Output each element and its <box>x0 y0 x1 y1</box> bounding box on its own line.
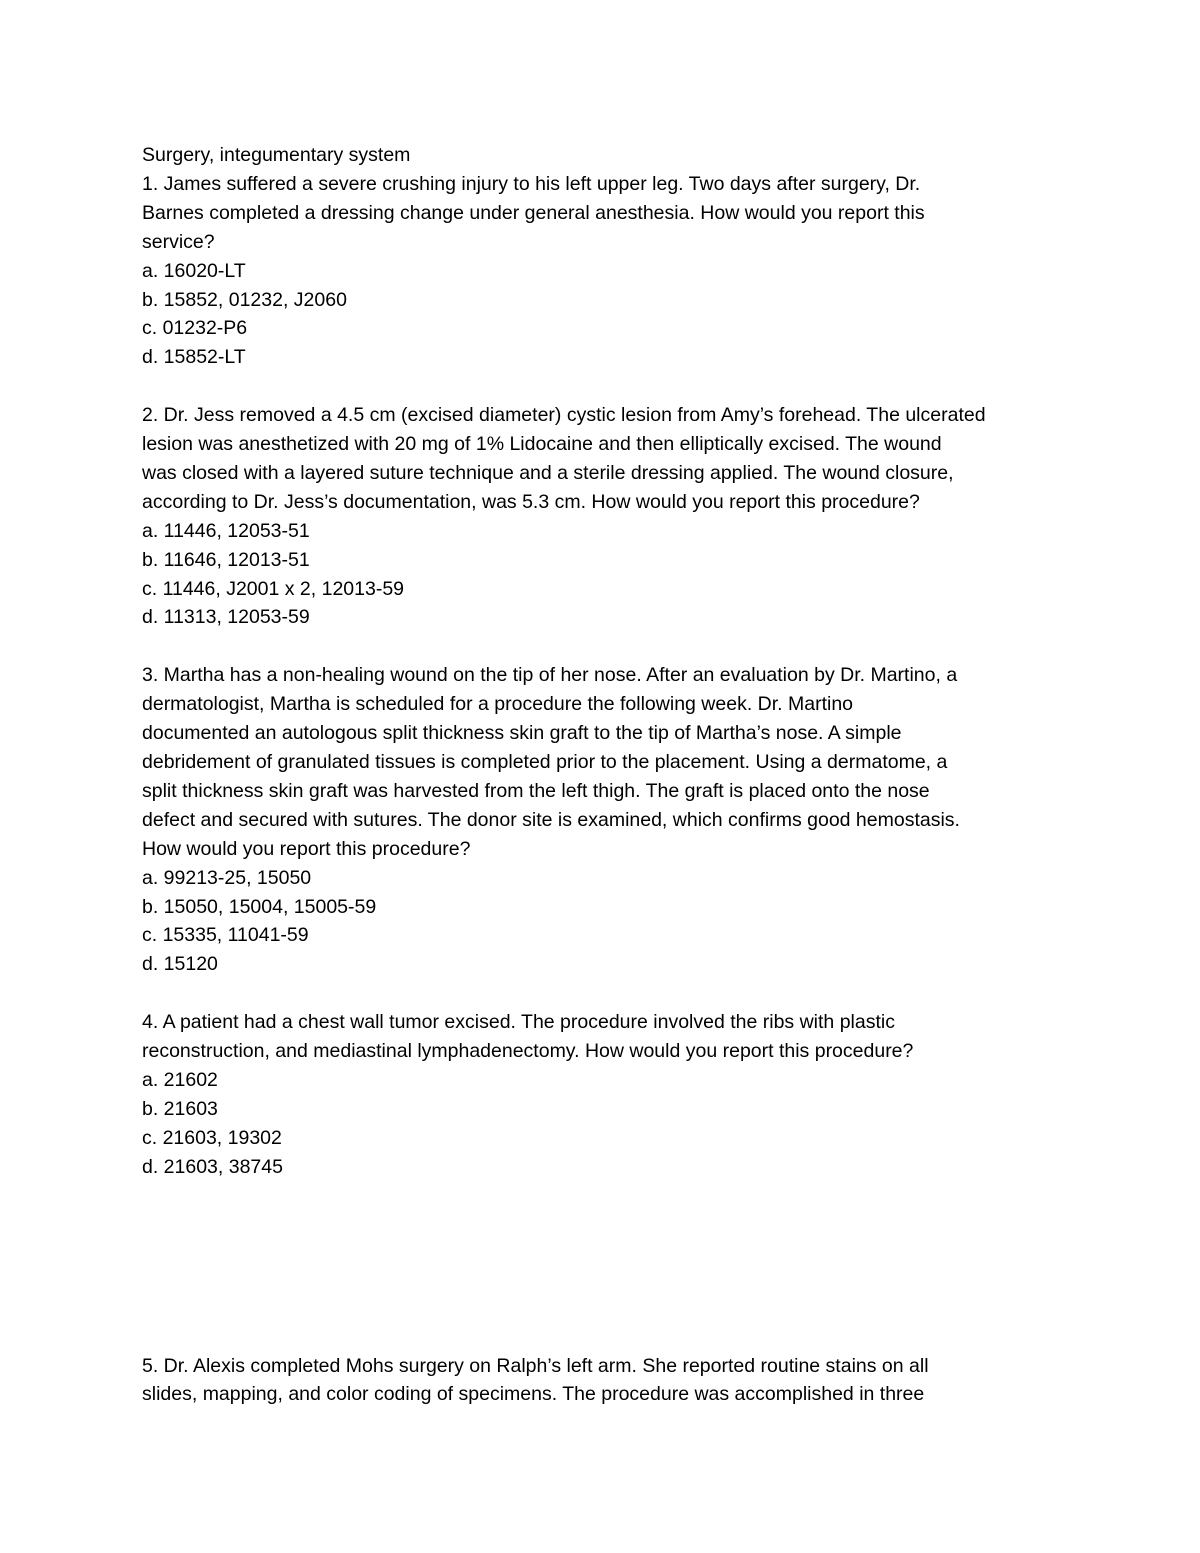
question-stem-line: lesion was anesthetized with 20 mg of 1% Lidocaine and then elliptically excised. The wound <box>142 433 942 456</box>
answer-option-c: c. 21603, 19302 <box>142 1126 282 1149</box>
question-stem-line: according to Dr. Jess’s documentation, was 5.3 cm. How would you report this procedure? <box>142 490 920 513</box>
question-stem-line: service? <box>142 230 215 253</box>
question-stem-line: debridement of granulated tissues is completed prior to the placement. Using a dermatome, a <box>142 751 948 773</box>
answer-option-b: b. 21603 <box>142 1097 218 1120</box>
question-stem-line: slides, mapping, and color coding of specimens. The procedure was accomplished in three <box>142 1383 925 1406</box>
question-1 <box>142 170 1072 372</box>
question-stem-line: was closed with a layered suture technique and a sterile dressing applied. The wound closure, <box>142 461 954 484</box>
answer-option-d: d. 15852-LT <box>142 346 246 369</box>
answer-option-b: b. 15050, 15004, 15005-59 <box>142 895 377 918</box>
question-stem-line: How would you report this procedure? <box>142 837 471 860</box>
document-body <box>142 141 1072 1409</box>
question-stem-line: reconstruction, and mediastinal lymphadenectomy. How would you report this procedure? <box>142 1040 914 1063</box>
paragraph-spacer <box>142 979 1072 1008</box>
answer-option-a: a. 11446, 12053-51 <box>142 519 310 542</box>
question-4 <box>142 1008 1072 1181</box>
question-5 <box>142 1352 1072 1410</box>
page-break-spacer <box>142 1182 1072 1352</box>
question-stem-line: 2. Dr. Jess removed a 4.5 cm (excised diameter) cystic lesion from Amy’s forehead. The ulcerated <box>142 404 986 427</box>
answer-option-d: d. 21603, 38745 <box>142 1155 283 1178</box>
paragraph-spacer <box>142 372 1072 401</box>
answer-option-b: b. 11646, 12013-51 <box>142 548 310 571</box>
question-stem-line: split thickness skin graft was harvested from the left thigh. The graft is placed onto the nose <box>142 779 930 802</box>
question-stem-line: dermatologist, Martha is scheduled for a procedure the following week. Dr. Martino <box>142 693 854 716</box>
answer-option-a: a. 16020-LT <box>142 259 246 282</box>
answer-option-d: d. 11313, 12053-59 <box>142 606 310 629</box>
document-heading: Surgery, integumentary system <box>142 144 411 166</box>
question-stem-line: Barnes completed a dressing change under general anesthesia. How would you report this <box>142 201 925 224</box>
answer-option-b: b. 15852, 01232, J2060 <box>142 288 347 311</box>
question-stem-line: defect and secured with sutures. The donor site is examined, which confirms good hemostasis. <box>142 808 960 831</box>
question-3 <box>142 661 1072 979</box>
question-stem-line: 5. Dr. Alexis completed Mohs surgery on Ralph’s left arm. She reported routine stains on all <box>142 1354 929 1377</box>
answer-option-a: a. 21602 <box>142 1068 218 1091</box>
answer-option-c: c. 15335, 11041-59 <box>142 924 309 947</box>
answer-option-d: d. 15120 <box>142 953 218 976</box>
paragraph-spacer <box>142 632 1072 661</box>
question-2 <box>142 401 1072 632</box>
answer-option-a: a. 99213-25, 15050 <box>142 866 312 889</box>
question-stem-line: documented an autologous split thickness skin graft to the tip of Martha’s nose. A simple <box>142 722 902 745</box>
question-stem-line: 4. A patient had a chest wall tumor excised. The procedure involved the ribs with plastic <box>142 1011 895 1034</box>
question-stem-line: 1. James suffered a severe crushing injury to his left upper leg. Two days after surgery, Dr. <box>142 172 921 195</box>
answer-option-c: c. 11446, J2001 x 2, 12013-59 <box>142 577 405 600</box>
question-stem-line: 3. Martha has a non-healing wound on the tip of her nose. After an evaluation by Dr. Martino, a <box>142 664 958 687</box>
answer-option-c: c. 01232-P6 <box>142 317 248 340</box>
